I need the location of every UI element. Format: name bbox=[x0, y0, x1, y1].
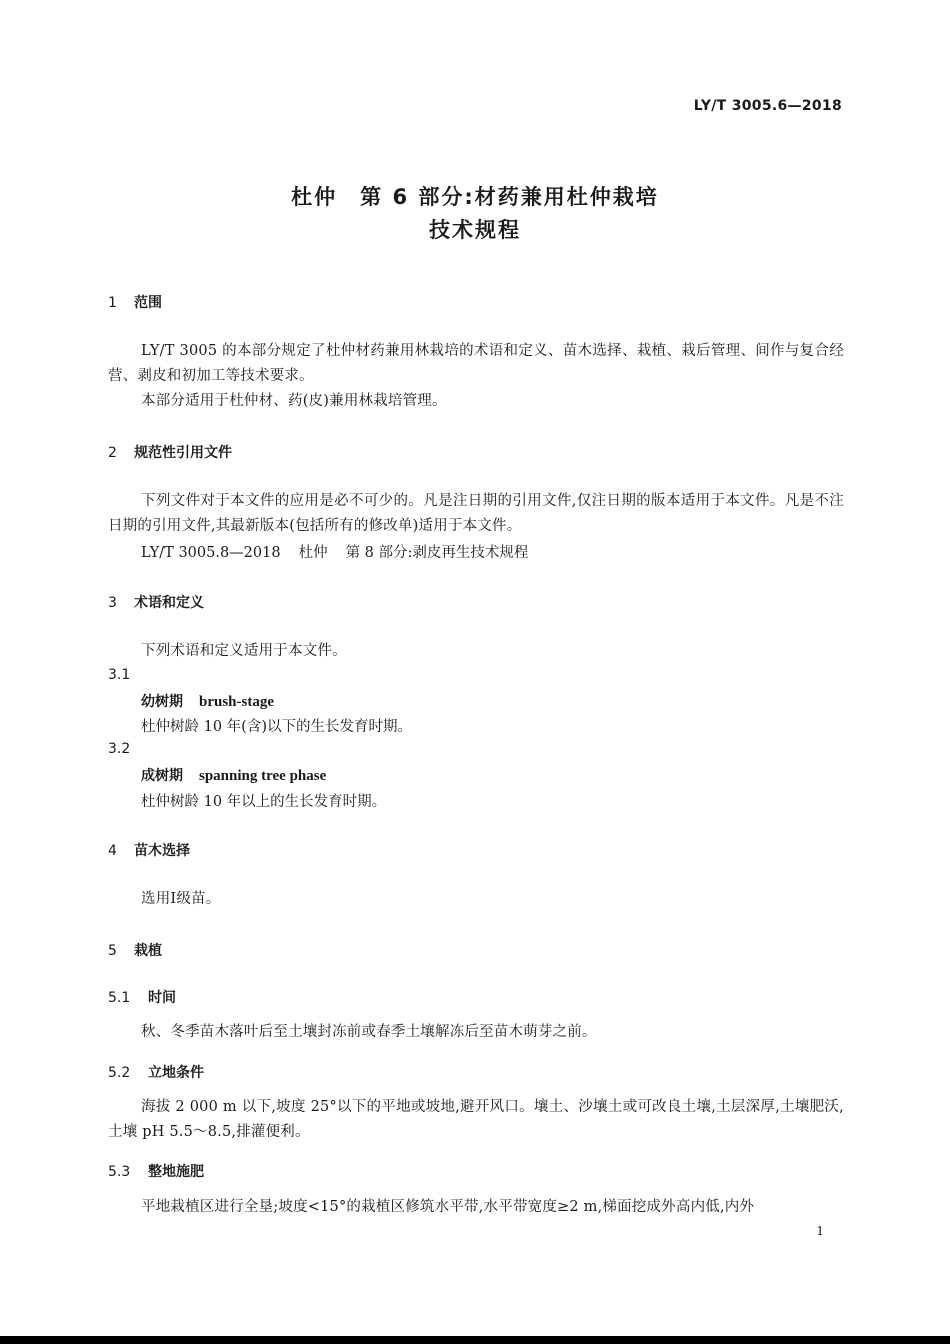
term-english: spanning tree phase bbox=[199, 768, 327, 784]
subsection-title: 时间 bbox=[148, 990, 176, 1006]
section-number: 5 bbox=[108, 943, 117, 959]
term-name bbox=[108, 691, 877, 711]
section-2-paragraph-1: 下列文件对于本文件的应用是必不可少的。凡是注日期的引用文件,仅注日期的版本适用于本文件。凡是不注日期的引用文件,其最新版本(包括所有的修改单)适用于本文件。 bbox=[108, 493, 844, 534]
normative-reference bbox=[108, 541, 877, 562]
section-title: 苗木选择 bbox=[134, 843, 190, 859]
section-4-paragraph-1: 选用Ⅰ级苗。 bbox=[141, 891, 221, 907]
term-chinese: 成树期 bbox=[141, 768, 183, 784]
standard-code: LY/T 3005.6—2018 bbox=[693, 98, 842, 114]
section-number: 3 bbox=[108, 595, 117, 611]
section-1-heading bbox=[108, 292, 844, 312]
reference-title-part1: 杜仲 bbox=[298, 545, 328, 561]
subsection-number: 5.3 bbox=[108, 1164, 131, 1180]
term-definition: 杜仲树龄 10 年以上的生长发育时期。 bbox=[141, 794, 387, 810]
term-definition: 杜仲树龄 10 年(含)以下的生长发育时期。 bbox=[141, 719, 412, 735]
term-chinese: 幼树期 bbox=[141, 694, 183, 710]
section-number: 1 bbox=[108, 295, 117, 311]
section-title: 规范性引用文件 bbox=[134, 445, 232, 461]
section-title: 范围 bbox=[134, 295, 162, 311]
section-number: 2 bbox=[108, 445, 117, 461]
section-2-heading bbox=[108, 442, 844, 462]
subsection-5-2-heading bbox=[108, 1062, 844, 1082]
section-1-paragraph-2: 本部分适用于杜仲材、药(皮)兼用林栽培管理。 bbox=[141, 393, 447, 409]
subsection-title: 立地条件 bbox=[148, 1065, 204, 1081]
subsection-5-1-heading bbox=[108, 987, 844, 1007]
term-number: 3.2 bbox=[108, 741, 131, 757]
subsection-5-3-paragraph: 平地栽植区进行全垦;坡度<15°的栽植区修筑水平带,水平带宽度≥2 m,梯面挖成外高内低,内外 bbox=[141, 1199, 755, 1215]
term-english: brush-stage bbox=[199, 694, 275, 710]
section-4-heading bbox=[108, 840, 844, 860]
section-3-intro: 下列术语和定义适用于本文件。 bbox=[141, 643, 347, 659]
page-number: 1 bbox=[816, 1224, 824, 1238]
reference-code: LY/T 3005.8—2018 bbox=[141, 545, 281, 561]
section-1-paragraph-1: LY/T 3005 的本部分规定了杜仲材药兼用林栽培的术语和定义、苗木选择、栽植、栽后管理、间作与复合经营、剥皮和初加工等技术要求。 bbox=[108, 343, 844, 384]
subsection-number: 5.1 bbox=[108, 990, 131, 1006]
reference-title-part2: 第 8 部分:剥皮再生技术规程 bbox=[345, 545, 529, 561]
subsection-5-1-paragraph: 秋、冬季苗木落叶后至土壤封冻前或春季土壤解冻后至苗木萌芽之前。 bbox=[141, 1024, 597, 1040]
subsection-number: 5.2 bbox=[108, 1065, 131, 1081]
section-3-heading bbox=[108, 592, 844, 612]
document-title-line1: 杜仲 第 6 部分:材药兼用杜仲栽培 bbox=[291, 185, 659, 209]
section-number: 4 bbox=[108, 843, 117, 859]
section-title: 术语和定义 bbox=[134, 595, 204, 611]
subsection-5-3-heading bbox=[108, 1161, 844, 1181]
document-title-line2: 技术规程 bbox=[429, 218, 521, 242]
term-number: 3.1 bbox=[108, 667, 131, 683]
scan-bottom-edge bbox=[0, 1336, 950, 1344]
section-5-heading bbox=[108, 940, 844, 960]
section-title: 栽植 bbox=[134, 943, 162, 959]
subsection-title: 整地施肥 bbox=[148, 1164, 204, 1180]
subsection-5-2-paragraph: 海拔 2 000 m 以下,坡度 25°以下的平地或坡地,避开风口。壤土、沙壤土或可改良土壤,土层深厚,土壤肥沃,土壤 pH 5.5～8.5,排灌便利。 bbox=[108, 1099, 844, 1140]
term-name bbox=[108, 765, 877, 785]
